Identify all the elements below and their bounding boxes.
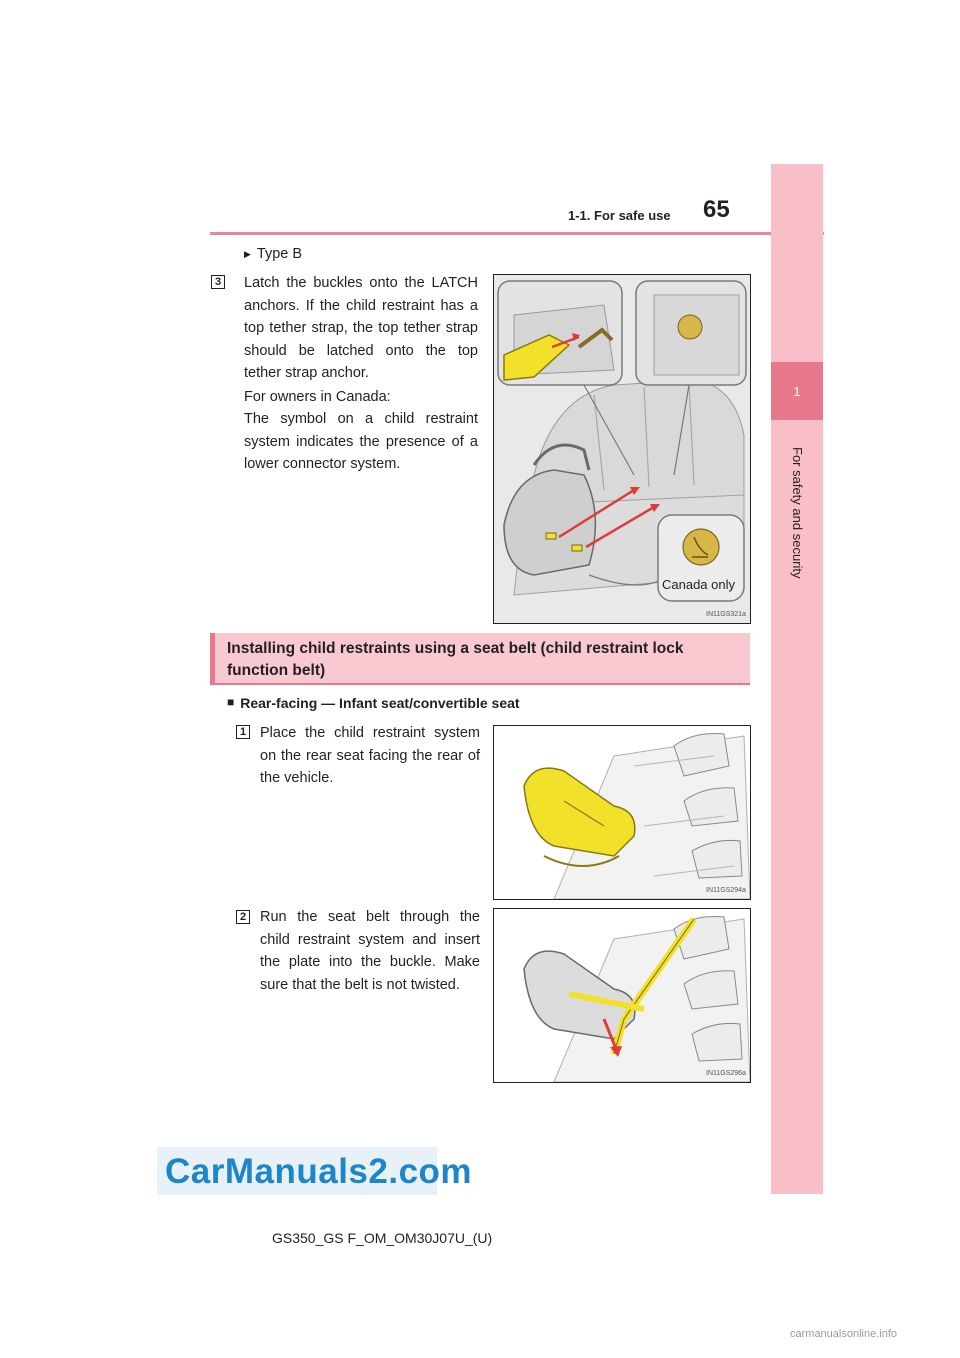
arrow-right-icon: ▶ xyxy=(244,248,251,259)
site-watermark[interactable]: carmanualsonline.info xyxy=(790,1328,898,1340)
section-title: Installing child restraints using a seat belt (child restraint lock function belt) xyxy=(227,640,684,679)
step-3-text: Latch the buckles onto the LATCH anchors. If the child restraint has a top tether strap, the top tether strap should be latched onto the top tether strap anchor. xyxy=(244,275,478,381)
chapter-label: For safety and security xyxy=(790,447,805,579)
step-badge-1: 1 xyxy=(236,725,250,739)
side-band xyxy=(771,164,823,1194)
subsection-heading xyxy=(227,695,520,711)
step-2-figure xyxy=(493,908,751,1083)
latch-illustration xyxy=(494,275,750,623)
square-bullet-icon: ■ xyxy=(227,695,235,709)
infant-seat-illustration xyxy=(494,726,750,899)
canada-heading: For owners in Canada: xyxy=(244,389,391,405)
header-section-title: 1-1. For safe use xyxy=(568,208,671,223)
chapter-number: 1 xyxy=(793,383,801,399)
step-badge-3: 3 xyxy=(211,275,225,289)
page-number: 65 xyxy=(703,196,730,223)
figure-code-2: IN11GS294a xyxy=(706,887,746,894)
figure-code-3: IN11GS296a xyxy=(706,1070,746,1077)
step-badge-2: 2 xyxy=(236,910,250,924)
footer-code: GS350_GS F_OM_OM30J07U_(U) xyxy=(272,1230,493,1246)
latch-figure xyxy=(493,274,751,624)
header-rule xyxy=(210,232,824,235)
canada-only-label: Canada only xyxy=(662,577,735,592)
subsection-title: Rear-facing — Infant seat/convertible seat xyxy=(240,695,520,711)
step-1-text: Place the child restraint system on the rear seat facing the rear of the vehicle. xyxy=(260,725,480,786)
figure-code-1: IN11GS321a xyxy=(706,611,746,618)
step-2-text: Run the seat belt through the child restraint system and insert the plate into the buckle. Make sure that the belt is not twisted. xyxy=(260,909,480,993)
canada-text: The symbol on a child restraint system indicates the presence of a lower connector system. xyxy=(244,411,478,472)
type-label: Type B xyxy=(256,246,303,262)
carmanuals-watermark[interactable]: CarManuals2.com xyxy=(165,1152,473,1191)
type-b-line xyxy=(244,246,302,262)
seat-belt-illustration xyxy=(494,909,750,1082)
step-1-figure xyxy=(493,725,751,900)
